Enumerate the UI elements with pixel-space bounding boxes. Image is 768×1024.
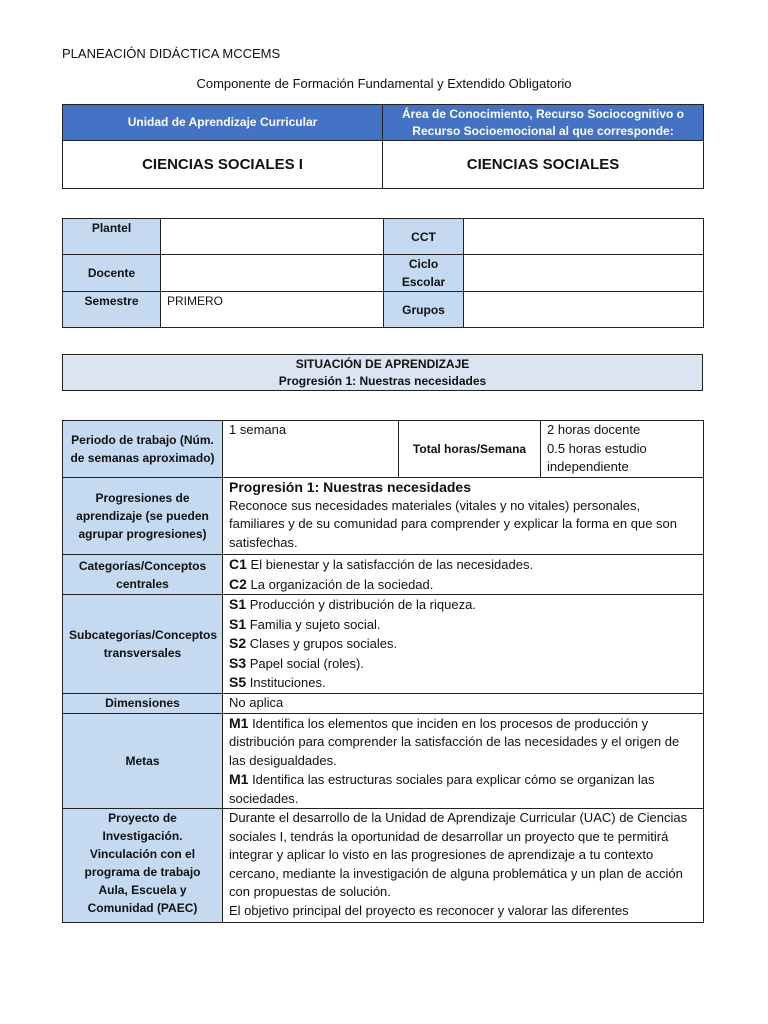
semestre-field[interactable]: PRIMERO — [161, 292, 384, 328]
subcategoria-item: S5 Instituciones. — [229, 674, 326, 690]
grupos-label: Grupos — [384, 292, 464, 328]
progresiones-text: Reconoce sus necesidades materiales (vitales y no vitales) personales, familiares y de su comunidad para comprender y explicar la forma en que son satisfechas. — [229, 497, 678, 550]
periodo-value: 1 semana — [223, 421, 399, 478]
document-subtitle: Componente de Formación Fundamental y Extendido Obligatorio — [196, 76, 572, 91]
docente-label: Docente — [63, 255, 161, 292]
ciclo-label: Ciclo Escolar — [384, 255, 464, 292]
uac-header: Unidad de Aprendizaje Curricular — [63, 105, 383, 141]
subcategoria-item: S1 Producción y distribución de la riqueza. — [229, 596, 476, 612]
subcategorias-label: Subcategorías/Conceptos transversales — [63, 595, 223, 694]
total-horas-docente: 2 horas docente — [547, 422, 641, 437]
meta-item: M1 Identifica los elementos que inciden en los procesos de producción y distribución para comprender la satisfacción de las necesidades y el origen de las desigualdades. — [229, 714, 680, 768]
periodo-label: Periodo de trabajo (Núm. de semanas aproximado) — [63, 421, 223, 478]
planning-table — [62, 420, 704, 923]
cct-label: CCT — [384, 219, 464, 255]
subcategoria-item: S2 Clases y grupos sociales. — [229, 635, 398, 651]
total-horas-estudio: 0.5 horas estudio independiente — [547, 440, 647, 474]
dimensiones-value: No aplica — [223, 693, 704, 713]
proyecto-label: Proyecto de Investigación. Vinculación con el programa de trabajo Aula, Escuela y Comunidad (PAEC) — [63, 809, 223, 923]
plantel-field[interactable] — [161, 219, 384, 255]
uac-table — [62, 104, 704, 189]
situacion-banner — [62, 354, 703, 391]
uac-value: CIENCIAS SOCIALES I — [63, 141, 383, 189]
situacion-progression: Progresión 1: Nuestras necesidades — [278, 373, 487, 388]
categoria-item: C2 La organización de la sociedad. — [229, 575, 434, 592]
categorias-label: Categorías/Conceptos centrales — [63, 555, 223, 595]
grupos-field[interactable] — [464, 292, 704, 328]
progresiones-title: Progresión 1: Nuestras necesidades — [229, 479, 471, 495]
school-info-table — [62, 218, 704, 328]
subcategoria-item: S1 Familia y sujeto social. — [229, 615, 381, 632]
document-title: PLANEACIÓN DIDÁCTICA MCCEMS — [62, 46, 281, 61]
plantel-label: Plantel — [63, 219, 161, 255]
area-header: Área de Conocimiento, Recurso Sociocognitivo o Recurso Socioemocional al que corresponde: — [383, 105, 704, 141]
subcategoria-item: S3 Papel social (roles). — [229, 654, 364, 671]
total-horas-label: Total horas/Semana — [399, 421, 541, 478]
proyecto-text-2: El objetivo principal del proyecto es reconocer y valorar las diferentes — [229, 902, 629, 918]
dimensiones-label: Dimensiones — [63, 693, 223, 713]
progresiones-label: Progresiones de aprendizaje (se pueden agrupar progresiones) — [63, 478, 223, 555]
docente-field[interactable] — [161, 255, 384, 292]
cct-field[interactable] — [464, 219, 704, 255]
categoria-item: C1 El bienestar y la satisfacción de las necesidades. — [229, 556, 534, 572]
situacion-title: SITUACIÓN DE APRENDIZAJE — [295, 356, 470, 371]
area-value: CIENCIAS SOCIALES — [383, 141, 704, 189]
proyecto-text: Durante el desarrollo de la Unidad de Aprendizaje Curricular (UAC) de Ciencias sociales I, tendrás la oportunidad de desarrollar un proyecto que te permitirá integrar y aplicar lo visto en las progresiones de aprendizaje a tu contexto cercano, mediante la investigación de alguna problemática y un plan de acción con propuestas de solución. — [229, 810, 688, 899]
semestre-label: Semestre — [63, 292, 161, 328]
ciclo-field[interactable] — [464, 255, 704, 292]
meta-item: M1 Identifica las estructuras sociales para explicar cómo se organizan las sociedades. — [229, 771, 655, 806]
metas-label: Metas — [63, 713, 223, 809]
